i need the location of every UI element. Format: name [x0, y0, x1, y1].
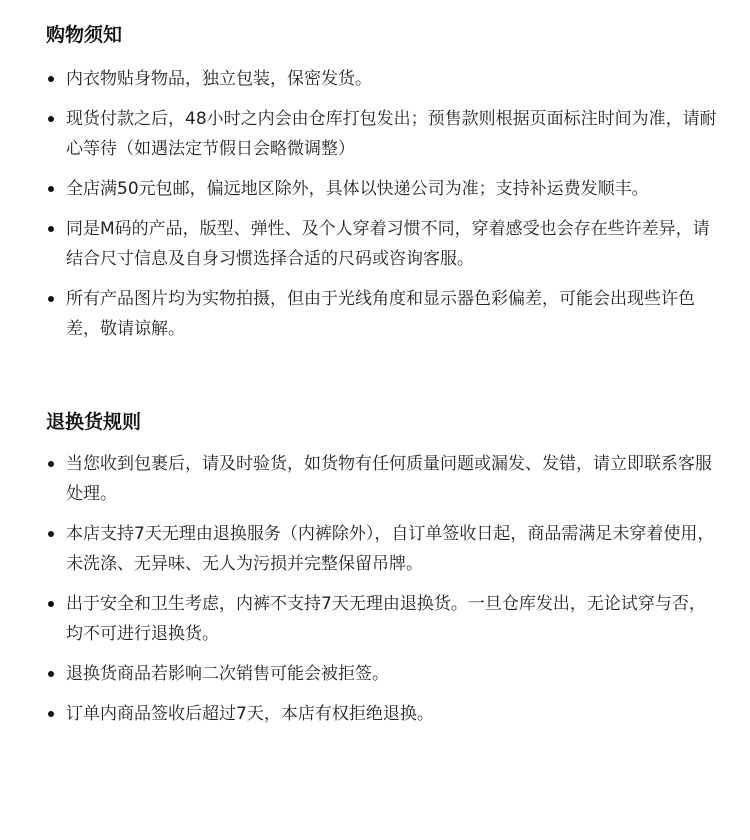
list-item — [46, 589, 718, 649]
list-item-text: 所有产品图片均为实物拍摄，但由于光线角度和显示器色彩偏差，可能会出现些许色差，敬请谅解。 — [66, 289, 695, 339]
list-item-text: 现货付款之后，48小时之内会由仓库打包发出；预售款则根据页面标注时间为准，请耐心等待（如遇法定节假日会略微调整） — [66, 109, 717, 159]
bullet-icon — [48, 461, 54, 467]
list-item-text: 全店满50元包邮，偏远地区除外，具体以快递公司为准；支持补运费发顺丰。 — [66, 179, 649, 199]
list-item-text: 退换货商品若影响二次销售可能会被拒签。 — [66, 664, 389, 684]
list-item — [46, 174, 718, 204]
bullet-icon — [48, 531, 54, 537]
list-item — [46, 64, 718, 94]
return-policy-title: 退换货规则 — [46, 411, 142, 433]
bullet-icon — [48, 116, 54, 122]
list-item-text: 本店支持7天无理由退换服务（内裤除外），自订单签收日起，商品需满足未穿着使用，未洗涤、无异味、无人为污损并完整保留吊牌。 — [66, 524, 715, 574]
bullet-icon — [48, 76, 54, 82]
list-item-text: 订单内商品签收后超过7天，本店有权拒绝退换。 — [66, 704, 434, 724]
shopping-notice-title: 购物须知 — [46, 24, 123, 46]
bullet-icon — [48, 226, 54, 232]
list-item — [46, 284, 718, 344]
bullet-icon — [48, 601, 54, 607]
list-item-text: 出于安全和卫生考虑，内裤不支持7天无理由退换货。一旦仓库发出，无论试穿与否，均不可进行退换货。 — [66, 594, 706, 644]
bullet-icon — [48, 186, 54, 192]
list-item-text: 同是M码的产品，版型、弹性、及个人穿着习惯不同，穿着感受也会存在些许差异，请结合尺寸信息及自身习惯选择合适的尺码或咨询客服。 — [66, 219, 710, 269]
list-item — [46, 104, 718, 164]
list-item — [46, 699, 718, 729]
return-policy-list — [46, 449, 718, 739]
list-item-text: 当您收到包裹后，请及时验货，如货物有任何质量问题或漏发、发错，请立即联系客服处理。 — [66, 454, 712, 504]
shopping-notice-list — [46, 64, 718, 354]
list-item — [46, 449, 718, 509]
bullet-icon — [48, 711, 54, 717]
bullet-icon — [48, 296, 54, 302]
list-item-text: 内衣物贴身物品，独立包装，保密发货。 — [66, 69, 372, 89]
list-item — [46, 214, 718, 274]
list-item — [46, 519, 718, 579]
bullet-icon — [48, 671, 54, 677]
list-item — [46, 659, 718, 689]
